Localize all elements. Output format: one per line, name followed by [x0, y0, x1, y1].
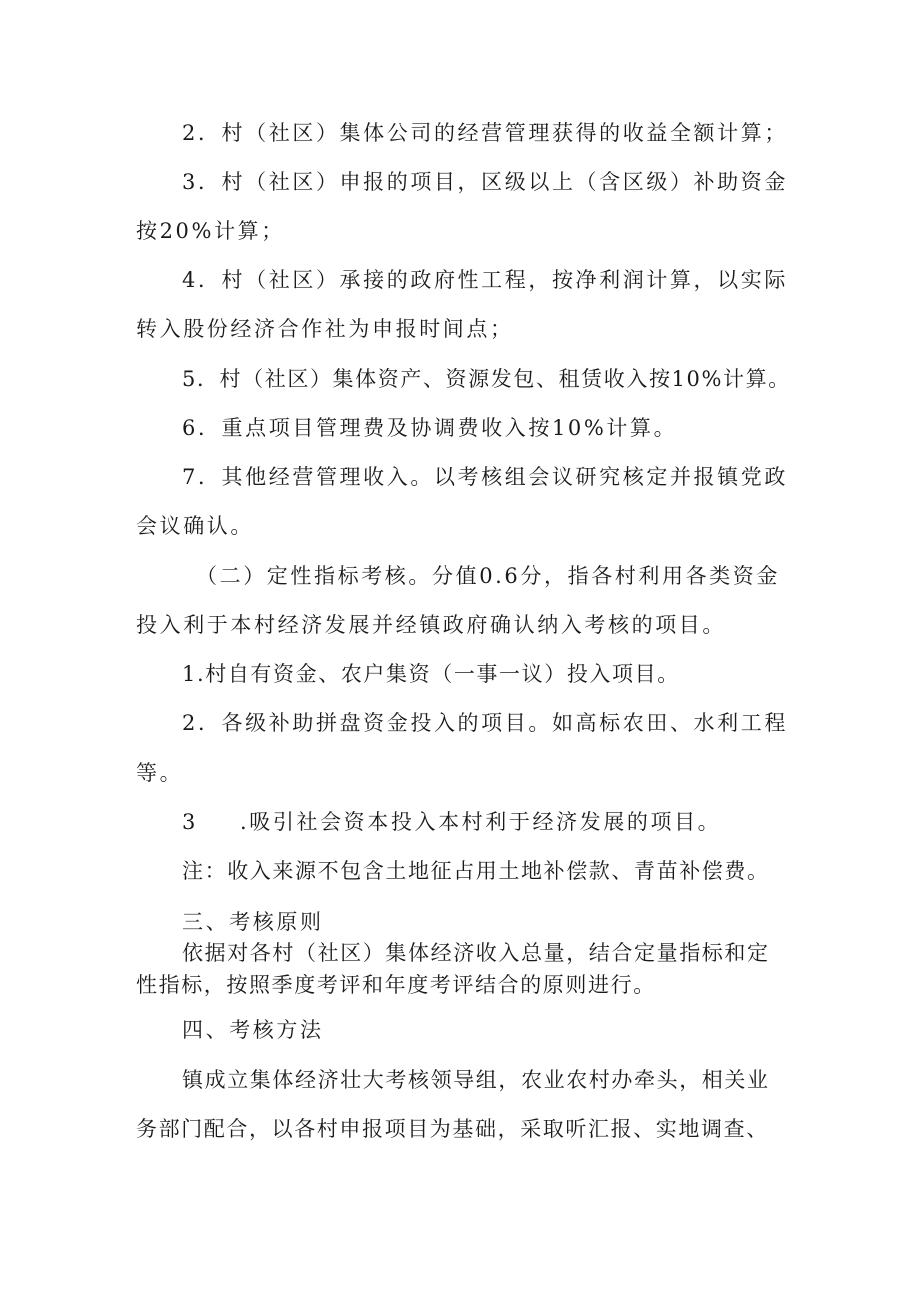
- item-6-management-fees: 6．重点项目管理费及协调费收入按10%计算。: [182, 416, 678, 440]
- item-5-asset-leasing: 5．村（社区）集体资产、资源发包、租赁收入按10%计算。: [182, 367, 791, 391]
- qualitative-item-3: .吸引社会资本投入本村利于经济发展的项目。: [240, 810, 722, 834]
- qualitative-item-3-number: 3: [182, 810, 198, 834]
- item-3-continuation: 按20%计算；: [136, 219, 285, 243]
- methods-paragraph-line-2: 务部门配合，以各村申报项目为基础，采取听汇报、实地调查、: [136, 1117, 769, 1141]
- item-7-continuation: 会议确认。: [136, 514, 254, 538]
- item-2-collective-company: 2．村（社区）集体公司的经营管理获得的收益全额计算；: [182, 121, 788, 145]
- section-qualitative-continuation: 投入利于本村经济发展并经镇政府确认纳入考核的项目。: [136, 613, 726, 637]
- principles-paragraph-line-2: 性指标，按照季度考评和年度考评结合的原则进行。: [136, 973, 656, 997]
- heading-assessment-methods: 四、考核方法: [182, 1018, 324, 1042]
- item-4-government-works: 4．村（社区）承接的政府性工程，按净利润计算，以实际: [182, 268, 788, 292]
- qualitative-item-2: 2．各级补助拼盘资金投入的项目。如高标农田、水利工程: [182, 711, 788, 735]
- principles-paragraph-line-1: 依据对各村（社区）集体经济收入总量，结合定量指标和定: [182, 941, 770, 965]
- note-income-exclusions: 注：收入来源不包含土地征占用土地补偿款、青苗补偿费。: [182, 859, 770, 883]
- methods-paragraph-line-1: 镇成立集体经济壮大考核领导组，农业农村办牵头，相关业: [182, 1068, 770, 1092]
- qualitative-item-2-continuation: 等。: [136, 761, 184, 785]
- heading-assessment-principles: 三、考核原则: [182, 910, 324, 934]
- item-7-other-income: 7．其他经营管理收入。以考核组会议研究核定并报镇党政: [182, 465, 788, 489]
- qualitative-item-1: 1.村自有资金、农户集资（一事一议）投入项目。: [182, 662, 680, 686]
- item-3-reported-projects: 3．村（社区）申报的项目，区级以上（含区级）补助资金: [182, 170, 788, 194]
- section-qualitative-indicators: （二）定性指标考核。分值0.6分，指各村利用各类资金: [196, 564, 780, 588]
- item-4-continuation: 转入股份经济合作社为申报时间点；: [136, 317, 514, 341]
